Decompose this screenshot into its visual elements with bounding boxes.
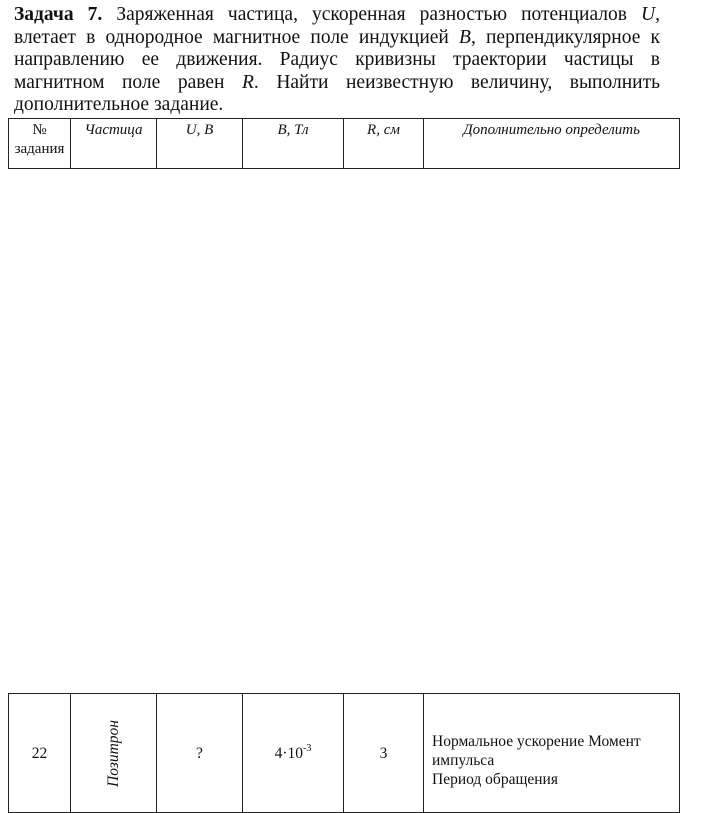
- problem-title: Задача 7.: [14, 4, 103, 25]
- var-b: B: [459, 26, 471, 48]
- header-induction: В, Тл: [243, 119, 344, 169]
- header-particle: Частица: [71, 119, 157, 169]
- cell-radius: 3: [344, 694, 424, 813]
- table-row: [9, 694, 680, 813]
- problem-text-2: , влетает в однородное магнитное поле индукцией: [14, 4, 661, 48]
- cell-task-number: 22: [9, 694, 71, 813]
- induction-base: 4·10: [274, 744, 304, 762]
- header-radius: R, см: [344, 119, 424, 169]
- problem-text-1: Заряженная частица, ускоренная разностью потенциалов: [102, 4, 642, 25]
- extra-line-1: Нормальное ускорение Момент импульса: [432, 732, 641, 769]
- cell-particle: [71, 694, 157, 813]
- problem-text-3: , перпендикулярное к направлению ее движения. Радиус кривизны траектории частицы в магнитном поле равен: [14, 26, 660, 93]
- particle-label: Позитрон: [104, 719, 122, 787]
- problem-statement: [14, 4, 660, 117]
- var-r: R: [241, 71, 254, 93]
- header-extra: Дополнительно определить: [424, 119, 680, 169]
- var-u: U: [641, 4, 656, 25]
- extra-line-2: Период обращения: [432, 770, 558, 788]
- header-task-number: № задания: [9, 119, 71, 169]
- header-voltage: U, В: [157, 119, 243, 169]
- table-header: [8, 118, 680, 169]
- header-row: [9, 119, 680, 169]
- problem-text-4: . Найти неизвестную величину, выполнить дополнительное задание.: [14, 71, 661, 115]
- induction-exponent: -3: [303, 742, 312, 754]
- cell-voltage: ?: [157, 694, 243, 813]
- table-data: [8, 693, 680, 813]
- cell-extra: [424, 694, 680, 813]
- cell-induction: [243, 694, 344, 813]
